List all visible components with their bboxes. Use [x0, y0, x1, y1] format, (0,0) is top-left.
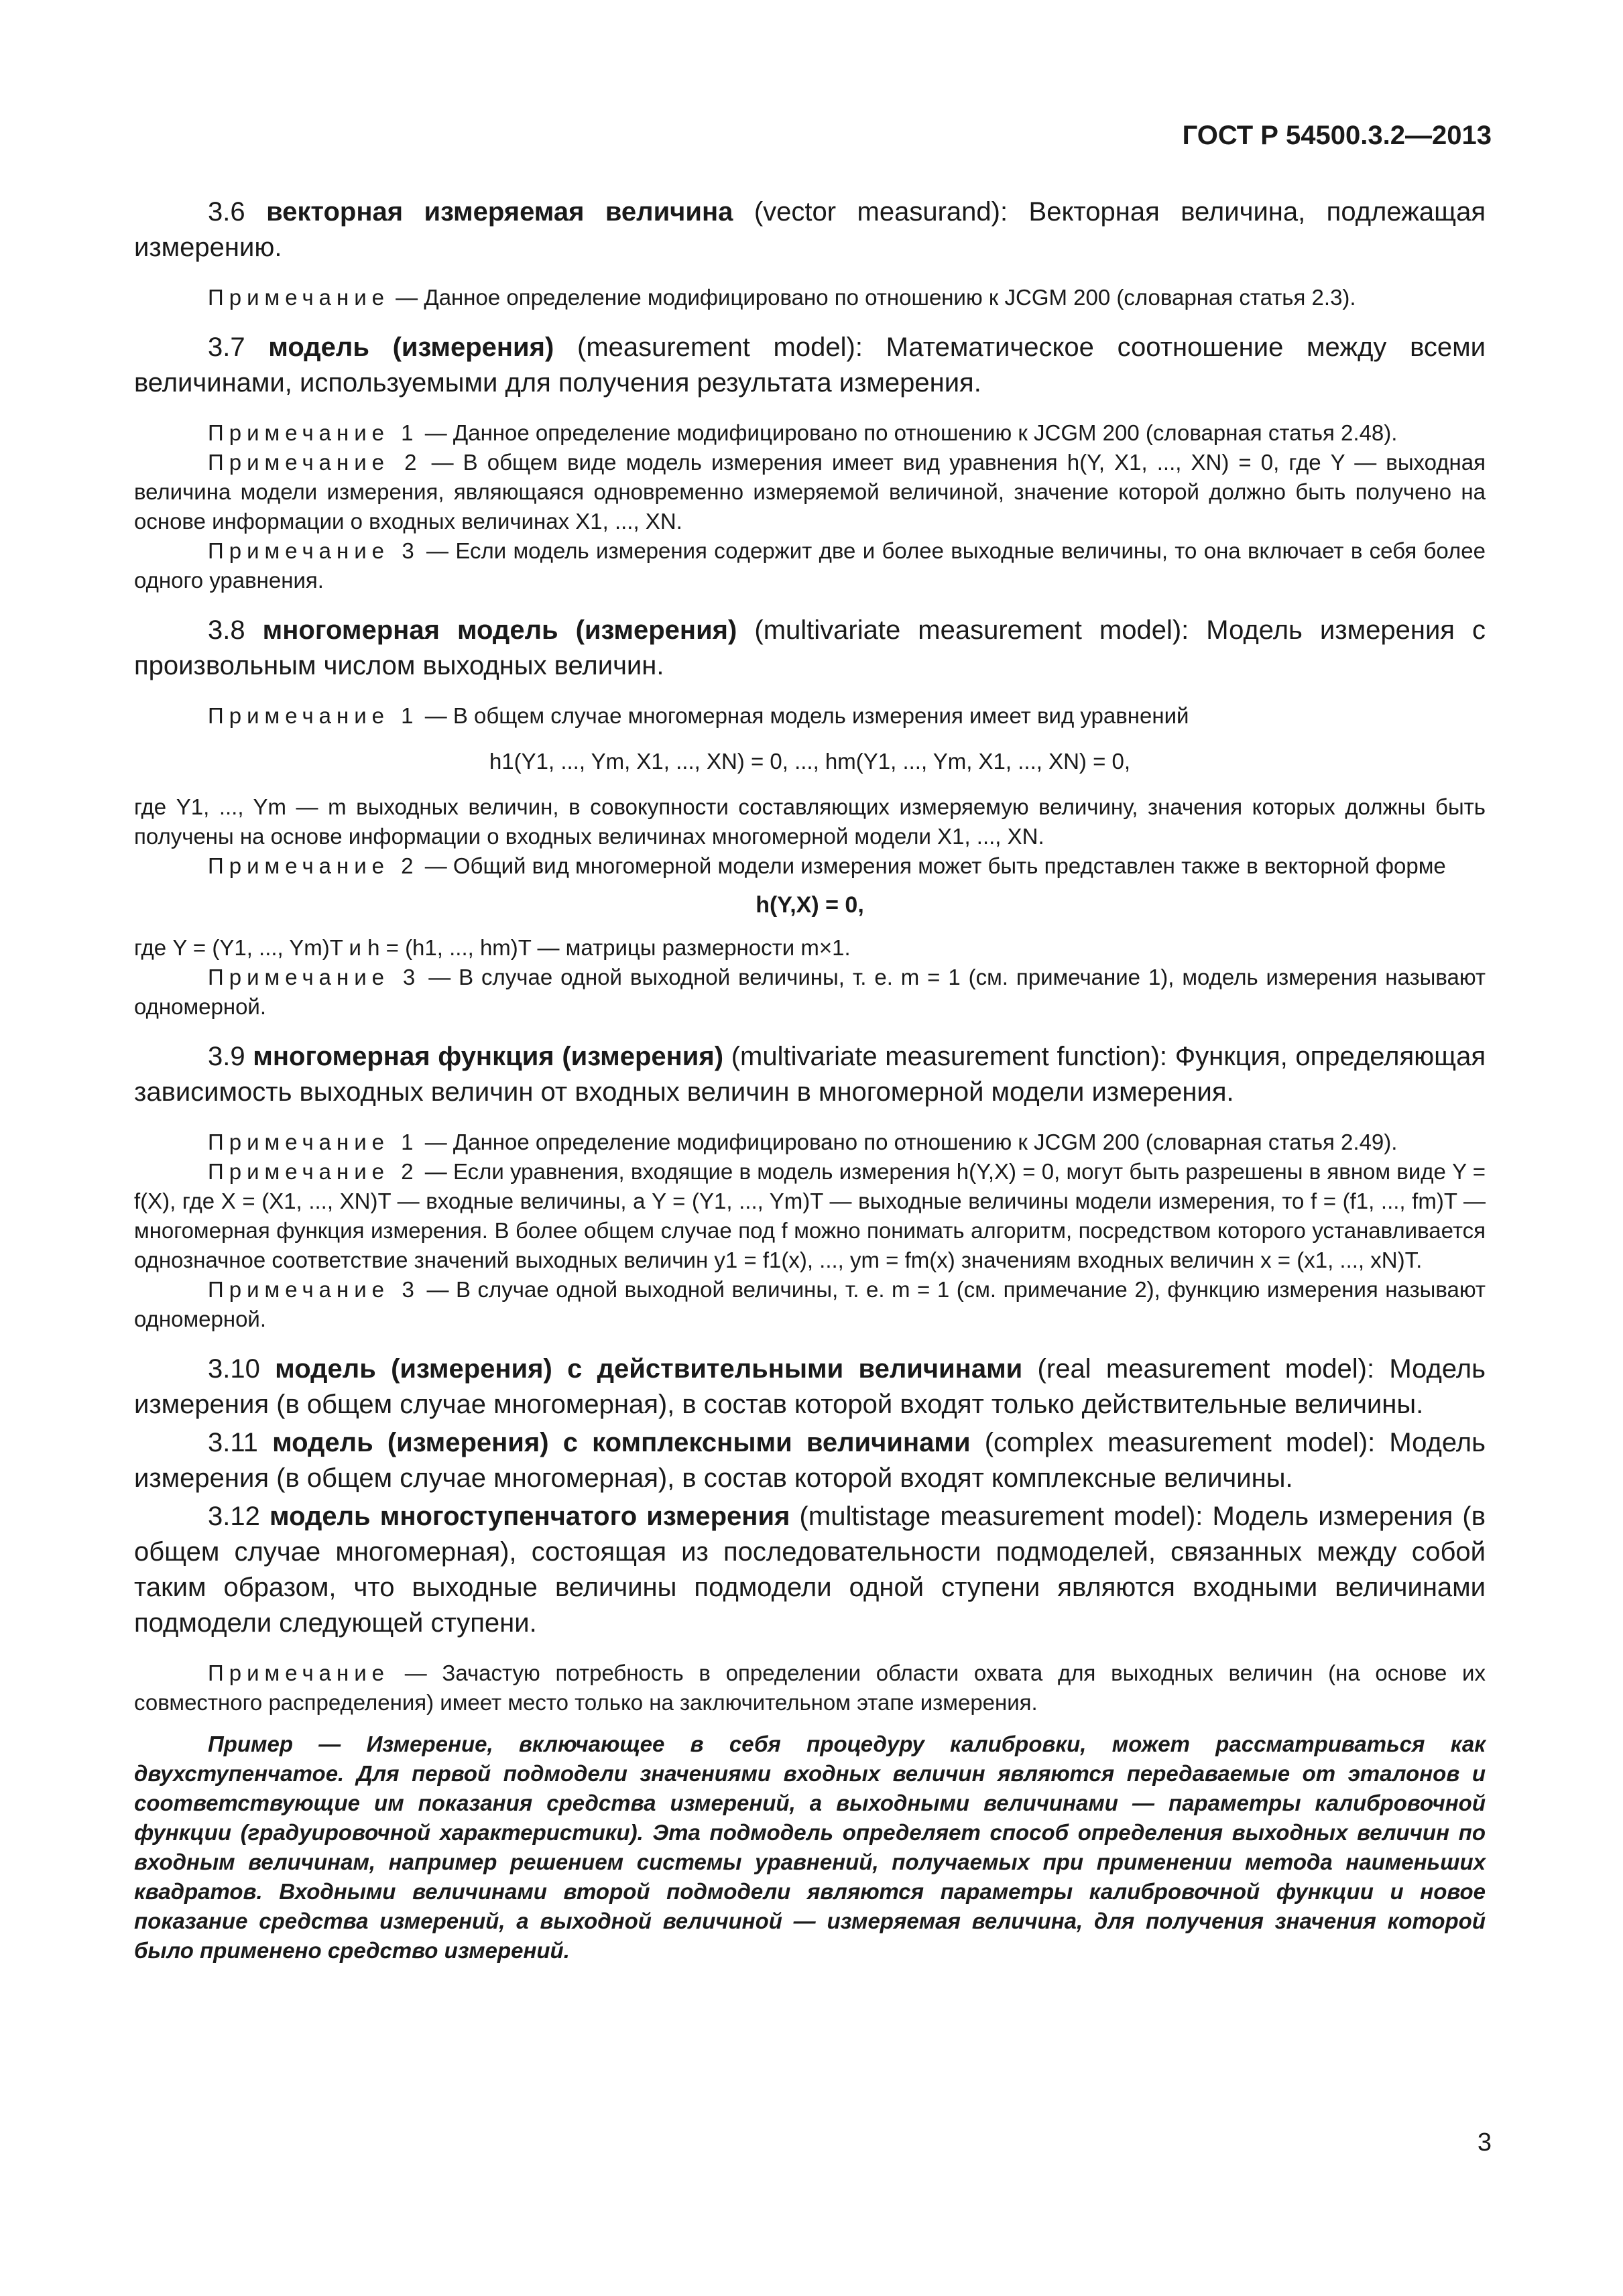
term-3-10 — [134, 1351, 1486, 1423]
term-number: 3.9 — [208, 1042, 245, 1071]
note-3-9-3 — [134, 1275, 1486, 1334]
note-text: — Если модель измерения содержит две и более выходные величины, то она включает в себя более одного уравнения. — [134, 538, 1486, 593]
note-3-6 — [134, 283, 1486, 312]
term-3-9 — [134, 1039, 1486, 1110]
note-label: Примечание — [208, 1660, 390, 1685]
term-definition: (vector measurand): Векторная величина, подлежащая измерению. — [134, 197, 1486, 262]
term-number: 3.7 — [208, 333, 245, 362]
term-number: 3.6 — [208, 197, 245, 227]
note-3-7-2 — [134, 448, 1486, 536]
term-number: 3.12 — [208, 1502, 260, 1531]
note-3-8-2-continuation: где Y = (Y1, ..., Ym)T и h = (h1, ..., hm)T — матрицы размерности m×1. — [134, 935, 851, 960]
note-text: — Данное определение модифицировано по отношению к JCGM 200 (словарная статья 2.48). — [418, 420, 1398, 445]
note-3-12 — [134, 1658, 1486, 1717]
term-definition: (multivariate measurement function): Функция, определяющая зависимость выходных величин от входных величин в многомерной модели измерения. — [134, 1042, 1486, 1107]
note-text: — Данное определение модифицировано по отношению к JCGM 200 (словарная статья 2.3). — [389, 285, 1356, 310]
term-name: векторная измеряемая величина — [266, 197, 733, 227]
term-name: модель (измерения) с комплексными величинами — [272, 1428, 971, 1457]
term-name: модель многоступенчатого измерения — [269, 1502, 790, 1531]
note-label: Примечание 1 — [208, 1130, 419, 1154]
note-text: — Зачастую потребность в определении области охвата для выходных величин (на основе их совместного распределения) имеет место только на заключительном этапе измерения. — [134, 1660, 1486, 1715]
term-definition: (multistage measurement model): Модель измерения (в общем случае многомерная), состоящая из последовательности подмоделей, связанных между собой таким образом, что выходные величины подмодели одной ступени являются входными величинами подмодели следующей ступени. — [134, 1502, 1486, 1638]
note-3-8-3 — [134, 963, 1486, 1022]
term-name: модель (измерения) с действительными величинами — [275, 1354, 1023, 1384]
note-text: — В случае одной выходной величины, т. е. m = 1 (см. примечание 2), функцию измерения называют одномерной. — [134, 1277, 1486, 1331]
note-label: Примечание 1 — [208, 703, 419, 728]
term-definition: (measurement model): Математическое соотношение между всеми величинами, используемыми для получения результата измерения. — [134, 333, 1486, 398]
note-3-8-1 — [134, 701, 1486, 731]
note-3-8-2 — [134, 851, 1486, 881]
document-body — [134, 194, 1486, 1966]
term-name: многомерная функция (измерения) — [253, 1042, 724, 1071]
term-3-6 — [134, 194, 1486, 265]
term-definition: (real measurement model): Модель измерения (в общем случае многомерная), в состав которой входят только действительные величины. — [134, 1354, 1486, 1419]
note-label: Примечание 3 — [208, 538, 420, 563]
note-label: Примечание 2 — [208, 450, 422, 475]
note-3-9-2 — [134, 1157, 1486, 1275]
note-text: — В случае одной выходной величины, т. е. m = 1 (см. примечание 1), модель измерения называют одномерной. — [134, 965, 1486, 1019]
term-3-11 — [134, 1425, 1486, 1496]
note-label: Примечание 2 — [208, 853, 419, 878]
formula-vector: h(Y,X) = 0, — [756, 892, 864, 918]
term-3-7 — [134, 330, 1486, 401]
note-3-8-1-continuation: где Y1, ..., Ym — m выходных величин, в совокупности составляющих измеряемую величину, значения которых должны быть получены на основе информации о входных величинах многомерной модели X1, ..., XN. — [134, 794, 1486, 849]
note-label: Примечание 2 — [208, 1159, 419, 1184]
term-name: многомерная модель (измерения) — [262, 615, 737, 645]
page-number: 3 — [1477, 2128, 1492, 2157]
formula-multivariate: h1(Y1, ..., Ym, X1, ..., XN) = 0, ..., hm(Y1, ..., Ym, X1, ..., XN) = 0, — [489, 749, 1131, 774]
term-number: 3.8 — [208, 615, 245, 645]
note-3-7-3 — [134, 536, 1486, 595]
term-3-12 — [134, 1499, 1486, 1641]
term-number: 3.11 — [208, 1428, 258, 1457]
note-text: — Общий вид многомерной модели измерения может быть представлен также в векторной форме — [418, 853, 1446, 878]
term-name: модель (измерения) — [268, 333, 554, 362]
example-paragraph: Пример — Измерение, включающее в себя процедуру калибровки, может рассматриваться как двухступенчатое. Для первой подмодели значениями входных величин являются передаваемые от эталонов и соответствующие им показания средства измерений, а выходными величинами — параметры калибровочной функции (градуировочной характеристики). Эта подмодель определяет способ определения выходных величин по входным величинам, например решением системы уравнений, получаемых при применении метода наименьших квадратов. Входными величинами второй подмодели являются параметры калибровочной функции и новое показание средства измерений, а выходной величиной — измеряемая величина, для получения значения которой было применено средство измерений. — [134, 1732, 1486, 1963]
note-3-7-1 — [134, 418, 1486, 448]
note-text: — Если уравнения, входящие в модель измерения h(Y,X) = 0, могут быть разрешены в явном виде Y = f(X), где X = (X1, ..., XN)T — входные величины, а Y = (Y1, ..., Ym)T — выходные величины модели измерения, то f = (f1, ..., fm)T — многомерная функция измерения. В более общем случае под f можно понимать алгоритм, посредством которого устанавливается однозначное соответствие значений выходных величин y1 = f1(x), ..., ym = fm(x) значениям входных величин x = (x1, ..., xN)T. — [134, 1159, 1486, 1272]
term-number: 3.10 — [208, 1354, 260, 1384]
note-label: Примечание 1 — [208, 420, 419, 445]
note-3-9-1 — [134, 1128, 1486, 1157]
term-3-8 — [134, 613, 1486, 684]
standard-header: ГОСТ Р 54500.3.2—2013 — [1182, 121, 1492, 150]
note-text: — Данное определение модифицировано по отношению к JCGM 200 (словарная статья 2.49). — [418, 1130, 1398, 1154]
note-text: — В общем виде модель измерения имеет вид уравнения h(Y, X1, ..., XN) = 0, где Y — выходная величина модели измерения, являющаяся одновременно измеряемой величиной, значение которой должно быть получено на основе информации о входных величинах X1, ..., XN. — [134, 450, 1486, 534]
note-label: Примечание 3 — [208, 1277, 420, 1302]
note-text: — В общем случае многомерная модель измерения имеет вид уравнений — [418, 703, 1189, 728]
note-label: Примечание — [208, 285, 390, 310]
term-definition: (complex measurement model): Модель измерения (в общем случае многомерная), в состав которой входят комплексные величины. — [134, 1428, 1486, 1493]
term-definition: (multivariate measurement model): Модель измерения с произвольным числом выходных величин. — [134, 615, 1486, 680]
note-label: Примечание 3 — [208, 965, 421, 989]
